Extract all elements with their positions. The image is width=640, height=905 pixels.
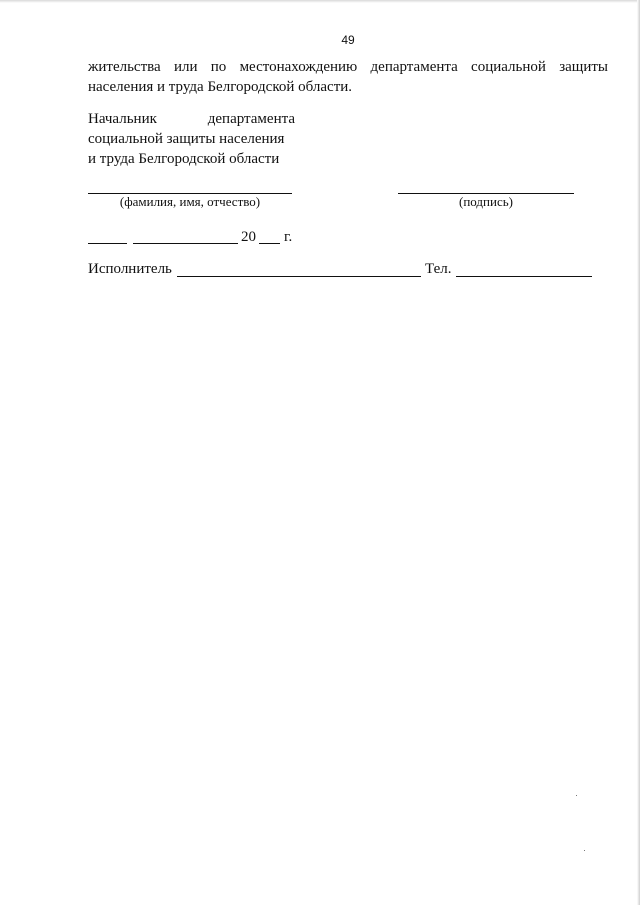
scan-edge-top [0,0,640,3]
signer-line-2: социальной защиты населения [88,131,285,147]
signer-line-3: и труда Белгородской области [88,151,280,167]
paragraph-line-1: жительства или по местонахождению департамента социальной защиты [88,59,608,75]
day-blank-line [88,243,127,244]
body-paragraph [88,57,608,97]
signer-line-1: Начальник департамента [88,111,295,127]
signer-title [88,109,295,169]
executor-blank-line [177,276,421,277]
name-caption: (фамилия, имя, отчество) [119,194,261,209]
year-prefix: 20 [241,229,256,245]
year-blank-line [259,243,280,244]
scan-speck [576,795,577,796]
year-suffix: г. [284,229,293,245]
paragraph-line-2: населения и труда Белгородской области. [88,79,353,95]
signature-caption: (подпись) [459,194,513,209]
scan-speck [584,850,585,851]
phone-label: Тел. [425,261,452,277]
month-blank-line [133,243,238,244]
phone-blank-line [456,276,592,277]
page-number: 49 [341,33,355,47]
executor-label: Исполнитель [88,261,172,277]
